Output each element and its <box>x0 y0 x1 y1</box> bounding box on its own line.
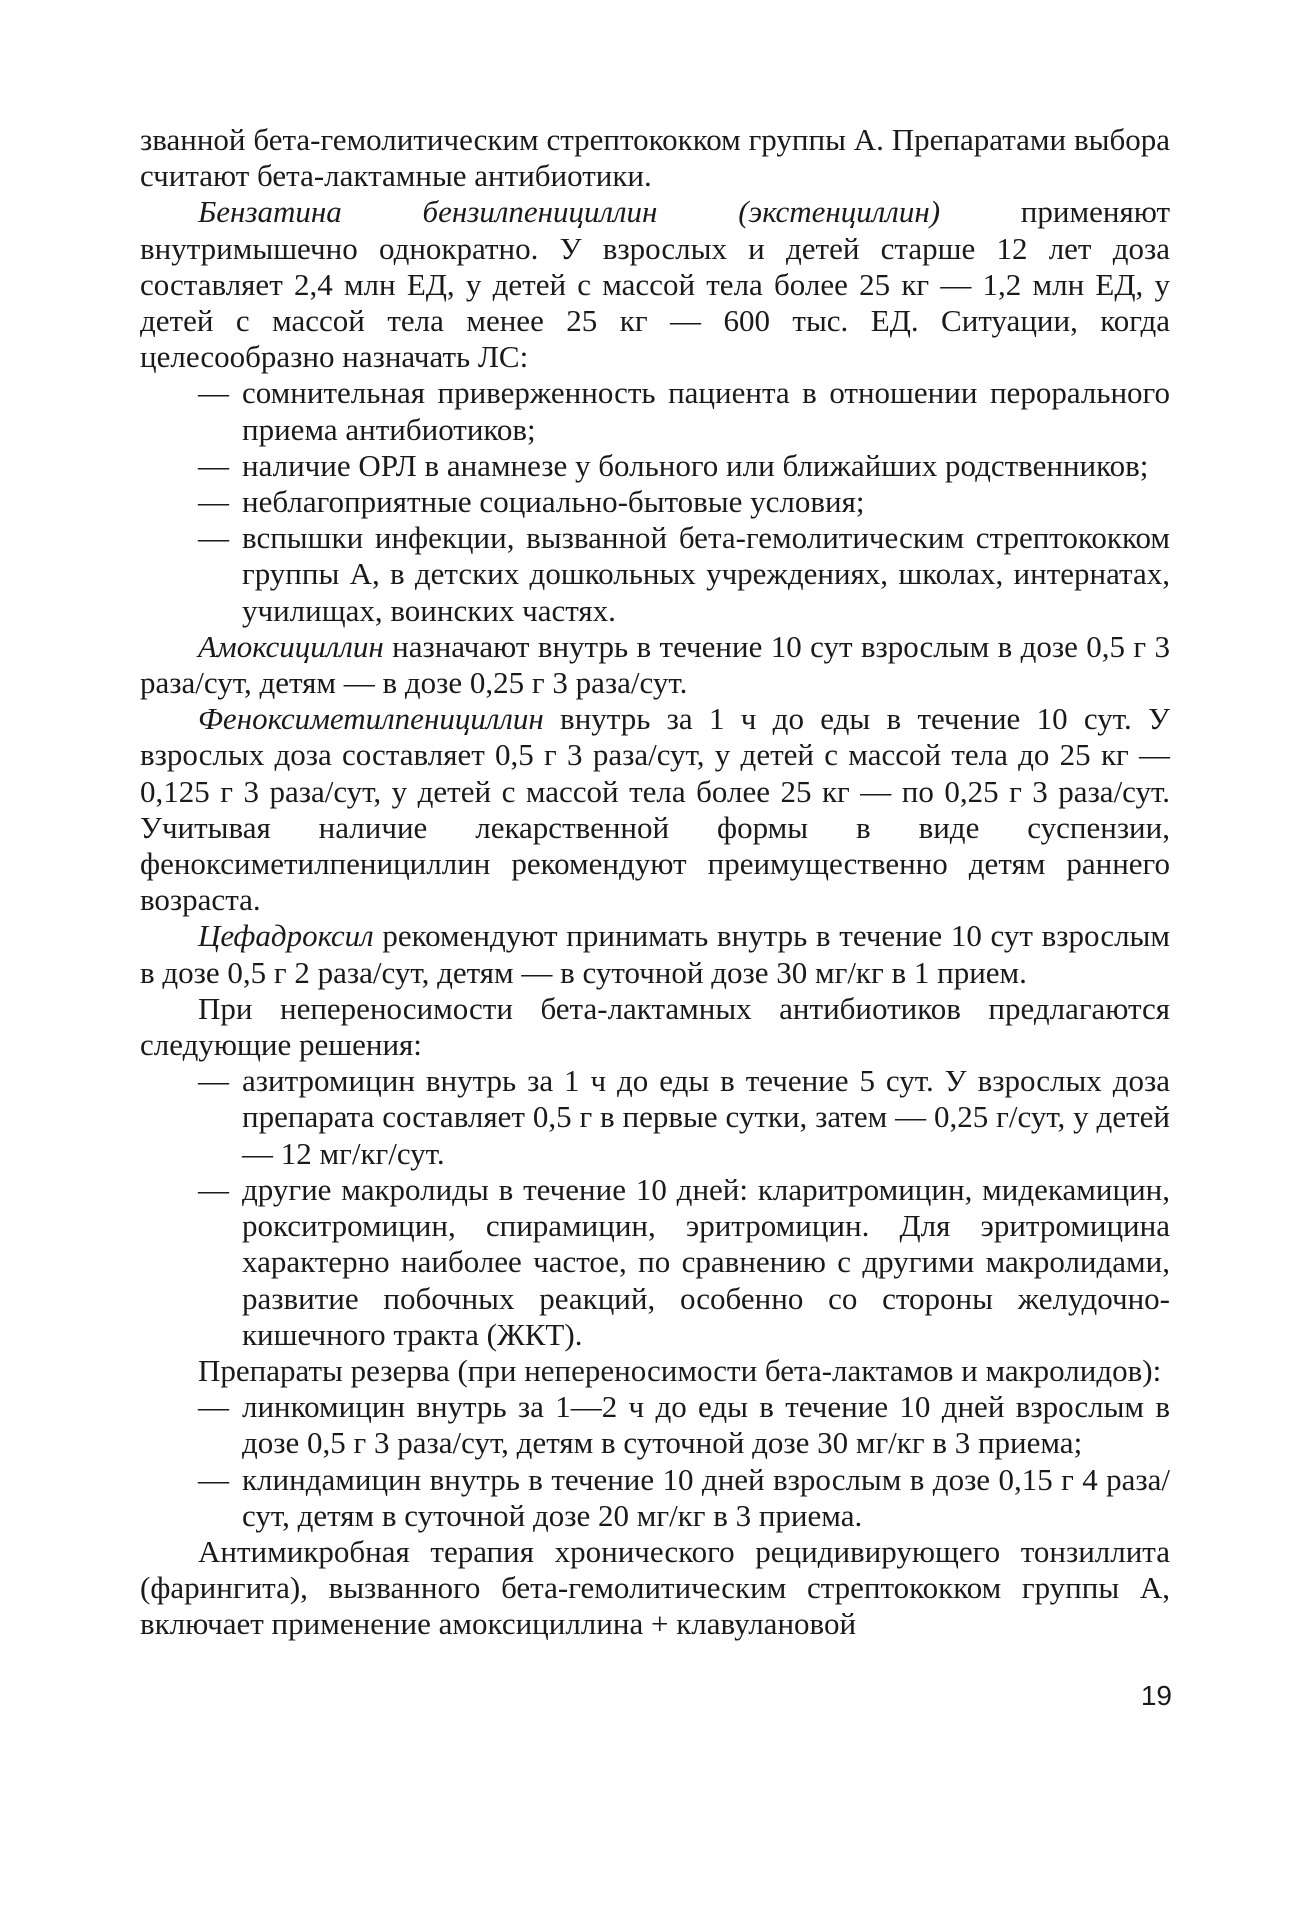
list-item <box>140 520 1170 629</box>
dash-marker: — <box>198 1461 229 1497</box>
paragraph-intro: званной бета-гемолитическим стрептококком группы А. Препаратами выбора считают бета-лактамные антибиотики. <box>140 122 1170 194</box>
list-item-text: наличие ОРЛ в анамнезе у больного или ближайших родственников; <box>242 447 1149 483</box>
drug-name-amoxicillin: Амоксициллин <box>198 628 384 664</box>
dash-marker: — <box>198 520 229 556</box>
alternatives-list <box>140 1063 1170 1353</box>
list-item-text: сомнительная приверженность пациента в отношении перорального приема антибиотиков; <box>242 375 1170 447</box>
amoxicillin-text: назначают внутрь в течение 10 сут взрослым в дозе 0,5 г 3 раза/сут, детям — в дозе 0,25 г 3 раза/сут. <box>140 628 1170 701</box>
list-item-text: клиндамицин внутрь в течение 10 дней взрослым в дозе 0,15 г 4 раза/сут, детям в суточной дозе 20 мг/кг в 3 приема. <box>242 1461 1170 1533</box>
reserve-list <box>140 1389 1170 1534</box>
paragraph-intolerance: При непереносимости бета-лактамных антибиотиков предлагаются следующие решения: <box>140 990 1170 1063</box>
list-item <box>140 484 1170 520</box>
phenoxymethylpenicillin-text: внутрь за 1 ч до еды в течение 10 сут. У взрослых доза составляет 0,5 г 3 раза/сут, у детей с массой тела до 25 кг — 0,125 г 3 раза/сут, у детей с массой тела более 25 кг — по 0,25 г 3 раза/сут. Учитывая наличие лекарственной формы в виде суспензии, феноксиметилпенициллин рекомендуют преимущественно детям раннего возраста. <box>140 701 1170 918</box>
list-item <box>140 375 1170 447</box>
paragraph-phenoxymethylpenicillin <box>140 701 1170 918</box>
list-item-text: вспышки инфекции, вызванной бета-гемолитическим стрептококком группы А, в детских дошкольных учреждениях, школах, интернатах, училищах, воинских частях. <box>242 520 1170 628</box>
drug-name-phenoxymethylpenicillin: Феноксиметилпенициллин <box>198 701 544 737</box>
drug-name-cefadroxil: Цефадроксил <box>198 918 374 954</box>
indications-list <box>140 375 1170 628</box>
list-item-text: линкомицин внутрь за 1—2 ч до еды в течение 10 дней взрослым в дозе 0,5 г 3 раза/сут, детям в суточной дозе 30 мг/кг в 3 приема; <box>242 1389 1170 1461</box>
paragraph-chronic-therapy: Антимикробная терапия хронического рецидивирующего тонзиллита (фарингита), вызванного бета-гемолитическим стрептококком группы А, включает применение амоксициллина + клавулановой <box>140 1533 1170 1642</box>
dash-marker: — <box>198 1063 229 1099</box>
benzathine-text: применяют внутримышечно однократно. У взрослых и детей старше 12 лет доза составляет 2,4 млн ЕД, у детей с массой тела более 25 кг — 1,2 млн ЕД, у детей с массой тела менее 25 кг — 600 тыс. ЕД. Ситуации, когда целесообразно назначать ЛС: <box>140 194 1170 375</box>
list-item <box>140 1462 1170 1534</box>
list-item-text: неблагоприятные социально-бытовые условия; <box>242 484 865 520</box>
cefadroxil-text: рекомендуют принимать внутрь в течение 10 сут взрослым в дозе 0,5 г 2 раза/сут, детям — в суточной дозе 30 мг/кг в 1 прием. <box>140 918 1170 990</box>
list-item <box>140 1063 1170 1172</box>
dash-marker: — <box>198 1389 229 1425</box>
paragraph-amoxicillin <box>140 629 1170 701</box>
paragraph-benzathine <box>140 194 1170 375</box>
dash-marker: — <box>198 447 229 483</box>
list-item <box>140 448 1170 484</box>
drug-name-benzathine: Бензатина бензилпенициллин (экстенциллин) <box>198 194 941 230</box>
body-text <box>140 122 1170 1643</box>
list-item-text: другие макролиды в течение 10 дней: кларитромицин, мидекамицин, рокситромицин, спирамицин, эритромицин. Для эритромицина характерно наиболее частое, по сравнению с другими макролидами, развитие побочных реакций, особенно со стороны желудочно-кишечного тракта (ЖКТ). <box>242 1171 1170 1352</box>
list-item-text: азитромицин внутрь за 1 ч до еды в течение 5 сут. У взрослых доза препарата составляет 0,5 г в первые сутки, затем — 0,25 г/сут, у детей — 12 мг/кг/сут. <box>242 1063 1170 1171</box>
dash-marker: — <box>198 484 229 520</box>
paragraph-cefadroxil <box>140 918 1170 990</box>
paragraph-reserve: Препараты резерва (при непереносимости бета-лактамов и макролидов): <box>198 1352 1162 1388</box>
dash-marker: — <box>198 1171 229 1207</box>
page-number: 19 <box>1140 1680 1172 1711</box>
list-item <box>140 1389 1170 1461</box>
list-item <box>140 1172 1170 1353</box>
dash-marker: — <box>198 375 229 411</box>
